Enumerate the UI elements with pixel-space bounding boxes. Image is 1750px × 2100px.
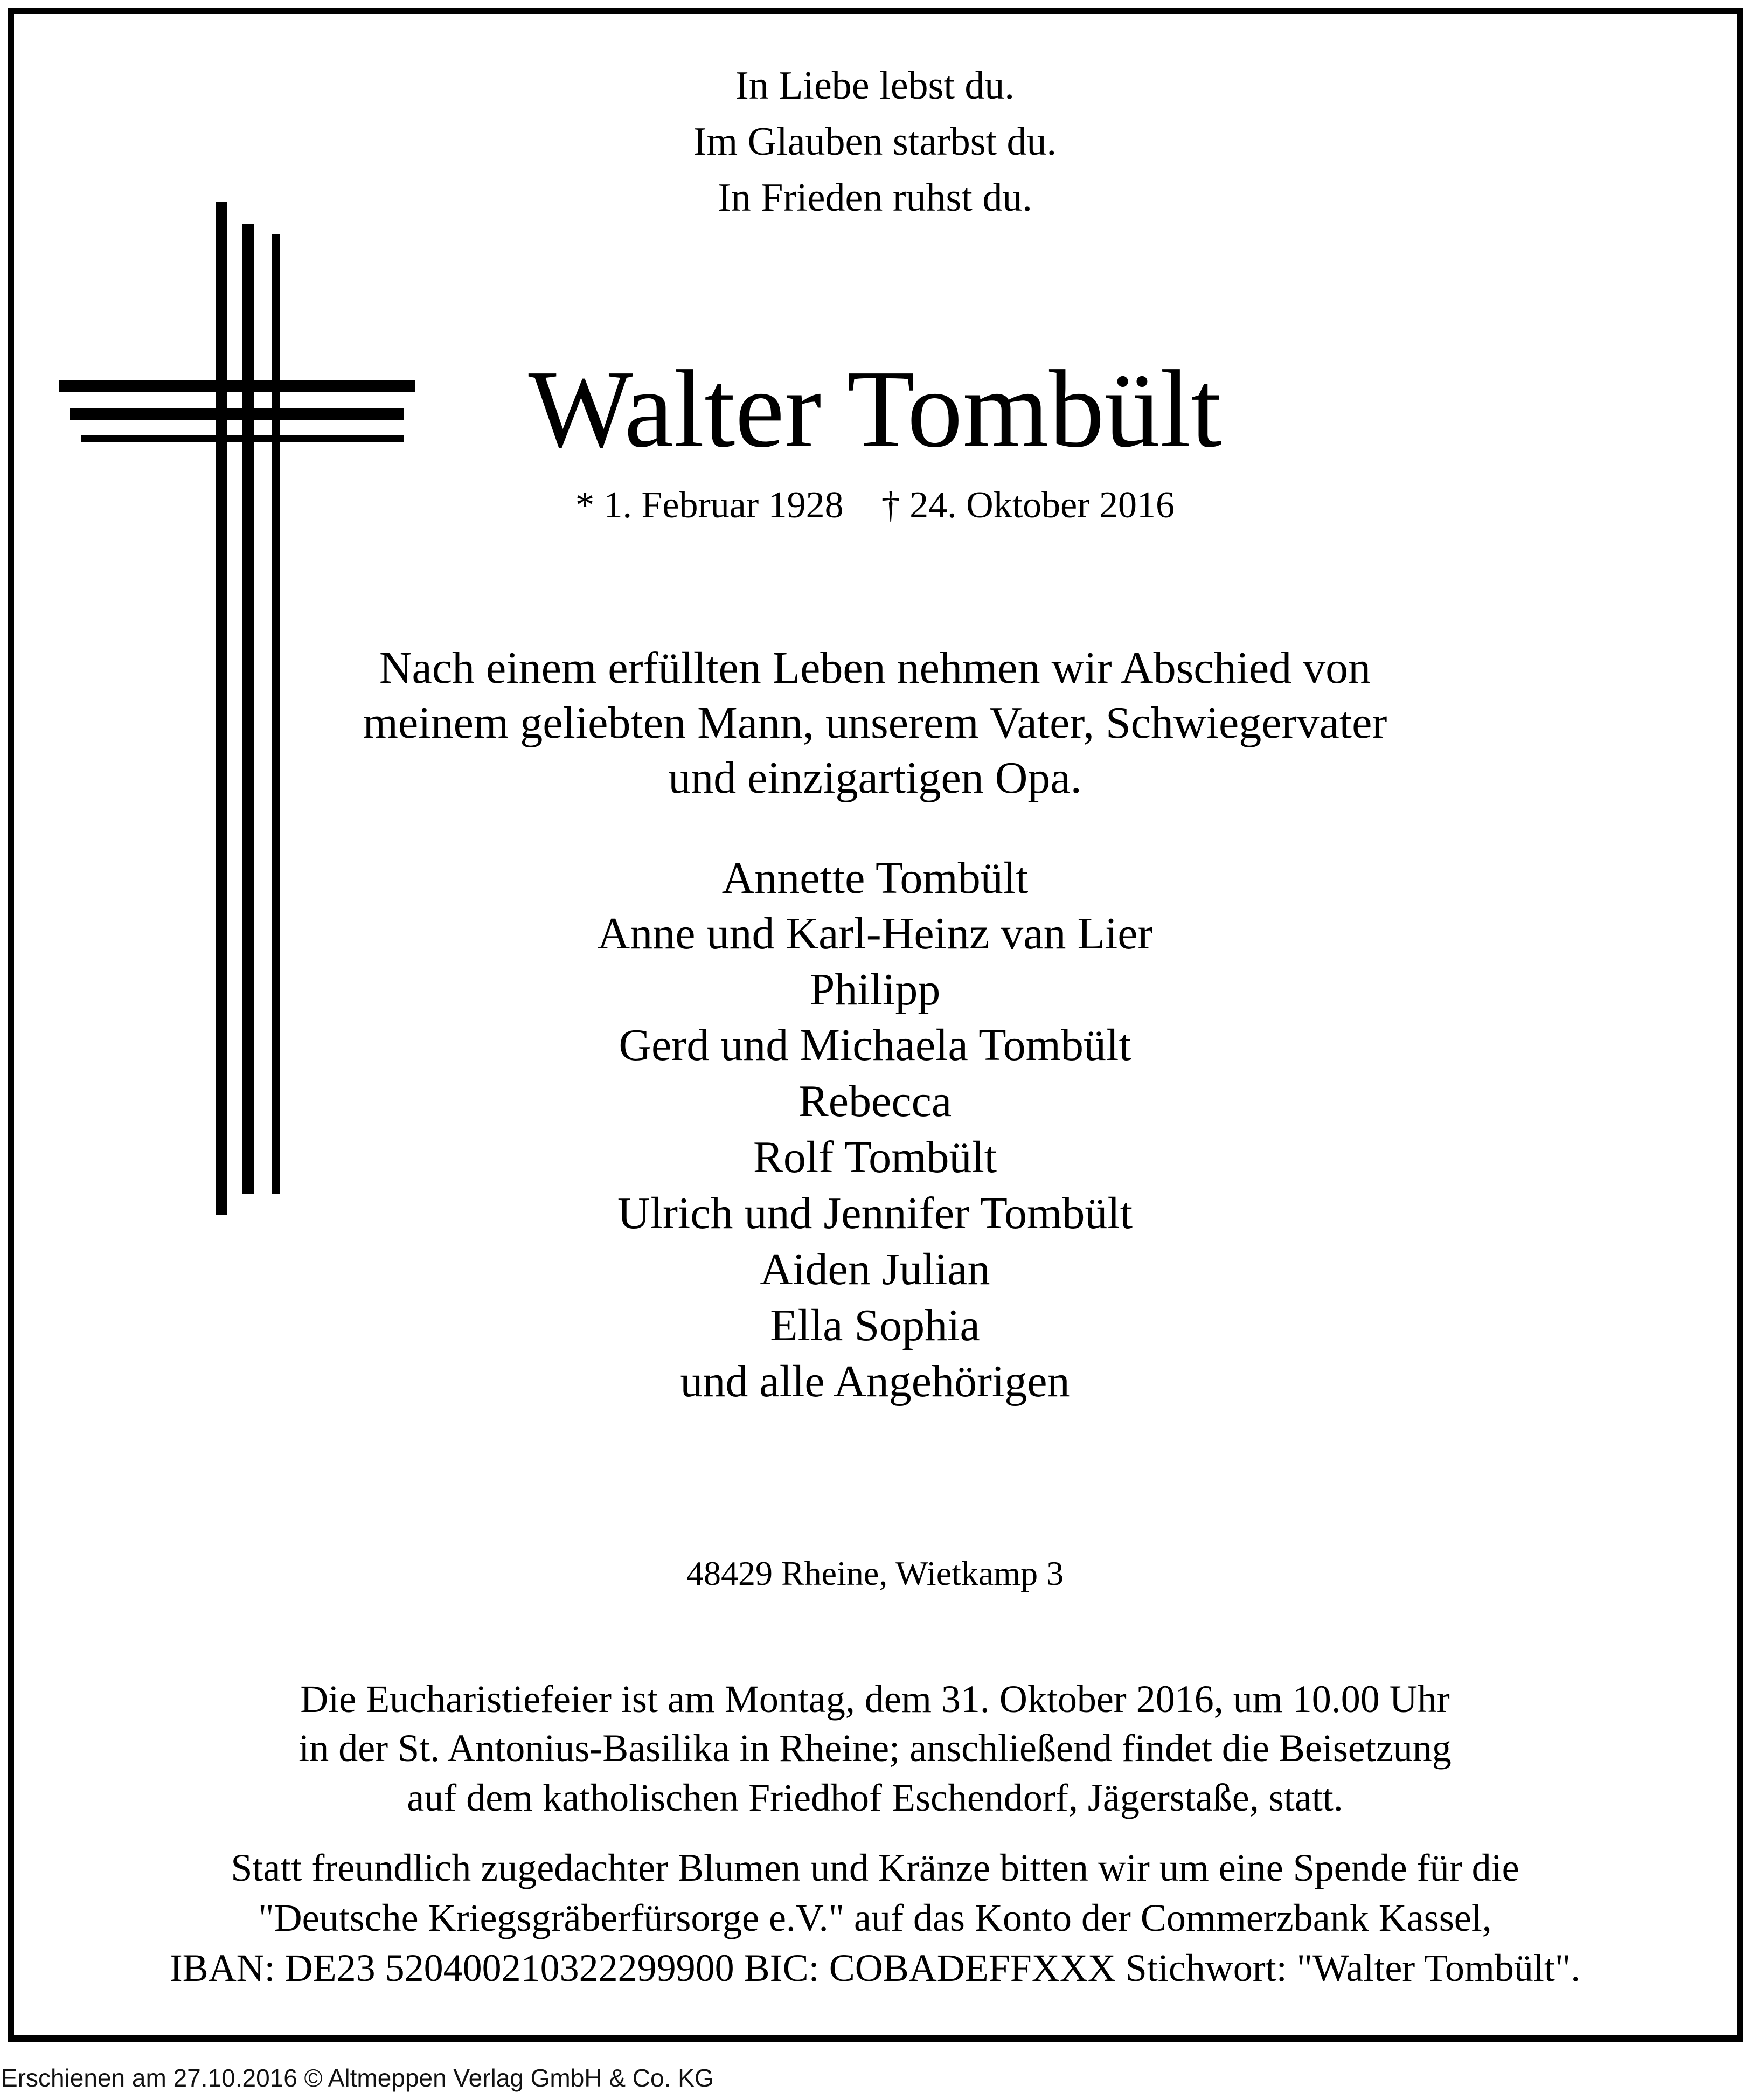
family-member: Anne und Karl-Heinz van Lier <box>597 909 1153 959</box>
family-member: Ulrich und Jennifer Tombült <box>617 1188 1133 1238</box>
family-member: Gerd und Michaela Tombült <box>619 1020 1131 1070</box>
intro-line-2: meinem geliebten Mann, unserem Vater, Schwiegervater <box>363 698 1387 748</box>
family-member: Philipp <box>809 965 941 1015</box>
life-dates: * 1. Februar 1928 † 24. Oktober 2016 <box>575 484 1175 526</box>
family-member: Ella Sophia <box>770 1300 980 1350</box>
donation-line-3: IBAN: DE23 520400210322299900 BIC: COBADEFFXXX Stichwort: "Walter Tombült". <box>169 1946 1581 1990</box>
motto-line-2: Im Glauben starbst du. <box>693 120 1057 164</box>
family-member: Rebecca <box>798 1076 952 1126</box>
intro-line-3: und einzigartigen Opa. <box>668 753 1082 803</box>
publication-footer: Erschienen am 27.10.2016 © Altmeppen Verlag GmbH & Co. KG <box>1 2064 714 2092</box>
service-line-1: Die Eucharistiefeier ist am Montag, dem 31. Oktober 2016, um 10.00 Uhr <box>300 1678 1450 1721</box>
family-member: und alle Angehörigen <box>680 1356 1070 1406</box>
donation-line-1: Statt freundlich zugedachter Blumen und Kränze bitten wir um eine Spende für die <box>231 1846 1519 1889</box>
service-line-3: auf dem katholischen Friedhof Eschendorf, Jägerstaße, statt. <box>407 1776 1343 1819</box>
family-member: Annette Tombült <box>721 853 1029 903</box>
service-line-2: in der St. Antonius-Basilika in Rheine; anschließend findet die Beisetzung <box>298 1727 1452 1770</box>
family-member: Rolf Tombült <box>753 1132 997 1182</box>
motto-line-1: In Liebe lebst du. <box>735 64 1015 108</box>
donation-line-2: "Deutsche Kriegsgräberfürsorge e.V." auf das Konto der Commerzbank Kassel, <box>258 1896 1492 1939</box>
family-address: 48429 Rheine, Wietkamp 3 <box>686 1554 1064 1592</box>
motto-line-3: In Frieden ruhst du. <box>718 176 1032 220</box>
deceased-name: Walter Tombült <box>528 347 1222 470</box>
intro-line-1: Nach einem erfüllten Leben nehmen wir Abschied von <box>379 643 1371 693</box>
family-member: Aiden Julian <box>760 1244 990 1294</box>
